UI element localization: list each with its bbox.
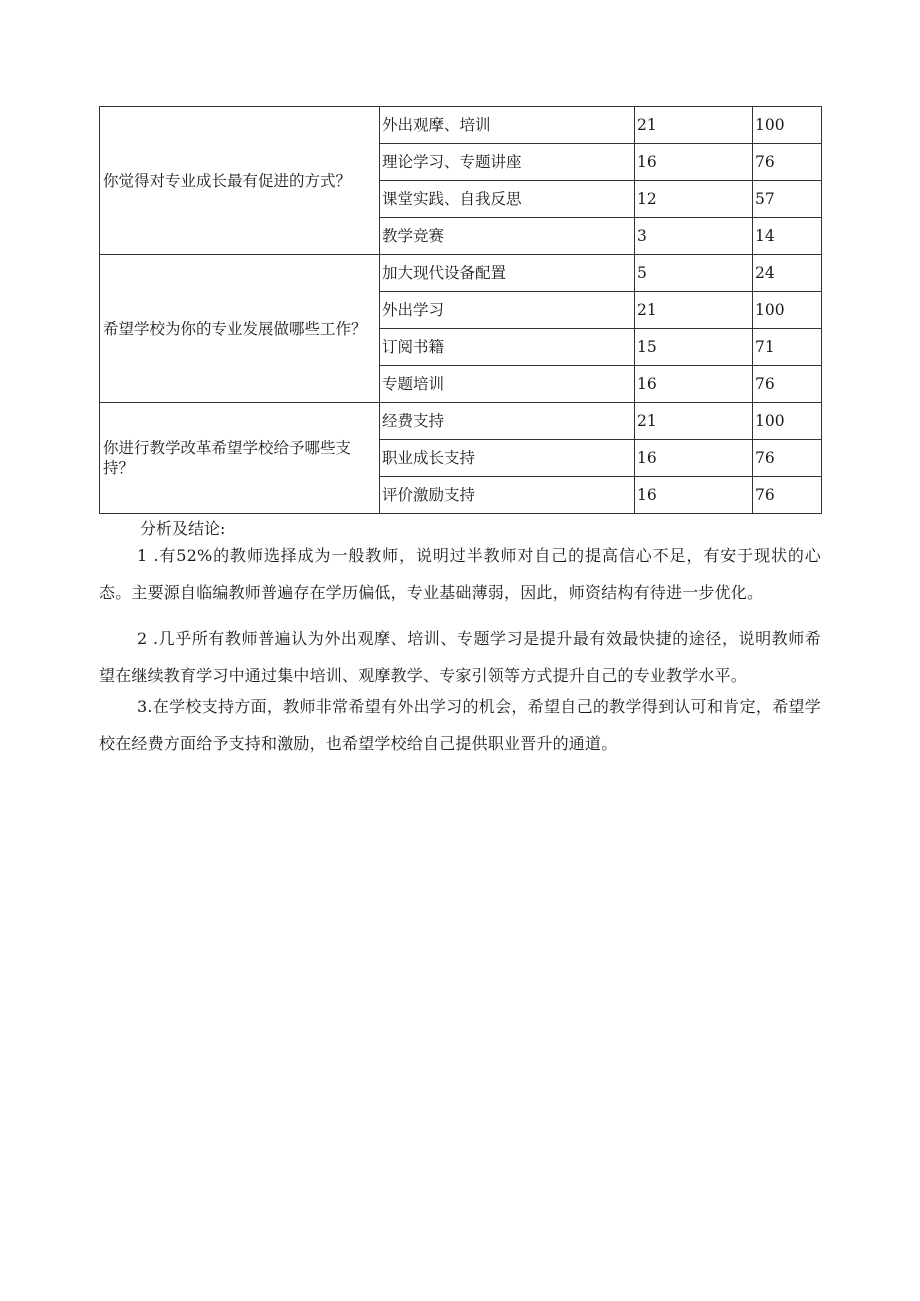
percent-cell: 100 <box>753 107 822 144</box>
percent-cell: 100 <box>753 403 822 440</box>
count-cell: 3 <box>635 218 753 255</box>
question-cell: 你进行教学改革希望学校给予哪些支持？ <box>100 403 380 514</box>
conclusion-paragraph-2: 2 .几乎所有教师普遍认为外出观摩、培训、专题学习是提升最有效最快捷的途径，说明教师希望在继续教育学习中通过集中培训、观摩教学、专家引领等方式提升自己的专业教学水平。 <box>99 629 821 685</box>
option-cell: 理论学习、专题讲座 <box>380 144 635 181</box>
percent-cell: 57 <box>753 181 822 218</box>
conclusion-paragraph-3: 3.在学校支持方面，教师非常希望有外出学习的机会，希望自己的教学得到认可和肯定，希望学校在经费方面给予支持和激励，也希望学校给自己提供职业晋升的通道。 <box>99 697 821 753</box>
option-cell: 订阅书籍 <box>380 329 635 366</box>
option-cell: 外出观摩、培训 <box>380 107 635 144</box>
percent-cell: 76 <box>753 366 822 403</box>
count-cell: 21 <box>635 403 753 440</box>
percent-cell: 76 <box>753 144 822 181</box>
question-cell: 你觉得对专业成长最有促进的方式？ <box>100 107 380 255</box>
option-cell: 外出学习 <box>380 292 635 329</box>
count-cell: 15 <box>635 329 753 366</box>
count-cell: 16 <box>635 477 753 514</box>
table-row <box>100 255 822 292</box>
count-cell: 21 <box>635 292 753 329</box>
percent-cell: 76 <box>753 477 822 514</box>
count-cell: 5 <box>635 255 753 292</box>
conclusion-paragraph-1: 1 .有52%的教师选择成为一般教师，说明过半教师对自己的提高信心不足，有安于现状的心态。主要源自临编教师普遍存在学历偏低，专业基础薄弱，因此，师资结构有待进一步优化。 <box>99 546 821 602</box>
option-cell: 专题培训 <box>380 366 635 403</box>
count-cell: 12 <box>635 181 753 218</box>
count-cell: 16 <box>635 144 753 181</box>
option-cell: 经费支持 <box>380 403 635 440</box>
count-cell: 16 <box>635 440 753 477</box>
table-row <box>100 107 822 144</box>
analysis-title: 分析及结论: <box>140 519 226 538</box>
percent-cell: 100 <box>753 292 822 329</box>
option-cell: 教学竞赛 <box>380 218 635 255</box>
percent-cell: 71 <box>753 329 822 366</box>
percent-cell: 14 <box>753 218 822 255</box>
table-row <box>100 403 822 440</box>
option-cell: 课堂实践、自我反思 <box>380 181 635 218</box>
count-cell: 16 <box>635 366 753 403</box>
percent-cell: 76 <box>753 440 822 477</box>
percent-cell: 24 <box>753 255 822 292</box>
survey-table <box>99 106 822 514</box>
option-cell: 职业成长支持 <box>380 440 635 477</box>
count-cell: 21 <box>635 107 753 144</box>
question-cell: 希望学校为你的专业发展做哪些工作？ <box>100 255 380 403</box>
option-cell: 评价激励支持 <box>380 477 635 514</box>
option-cell: 加大现代设备配置 <box>380 255 635 292</box>
